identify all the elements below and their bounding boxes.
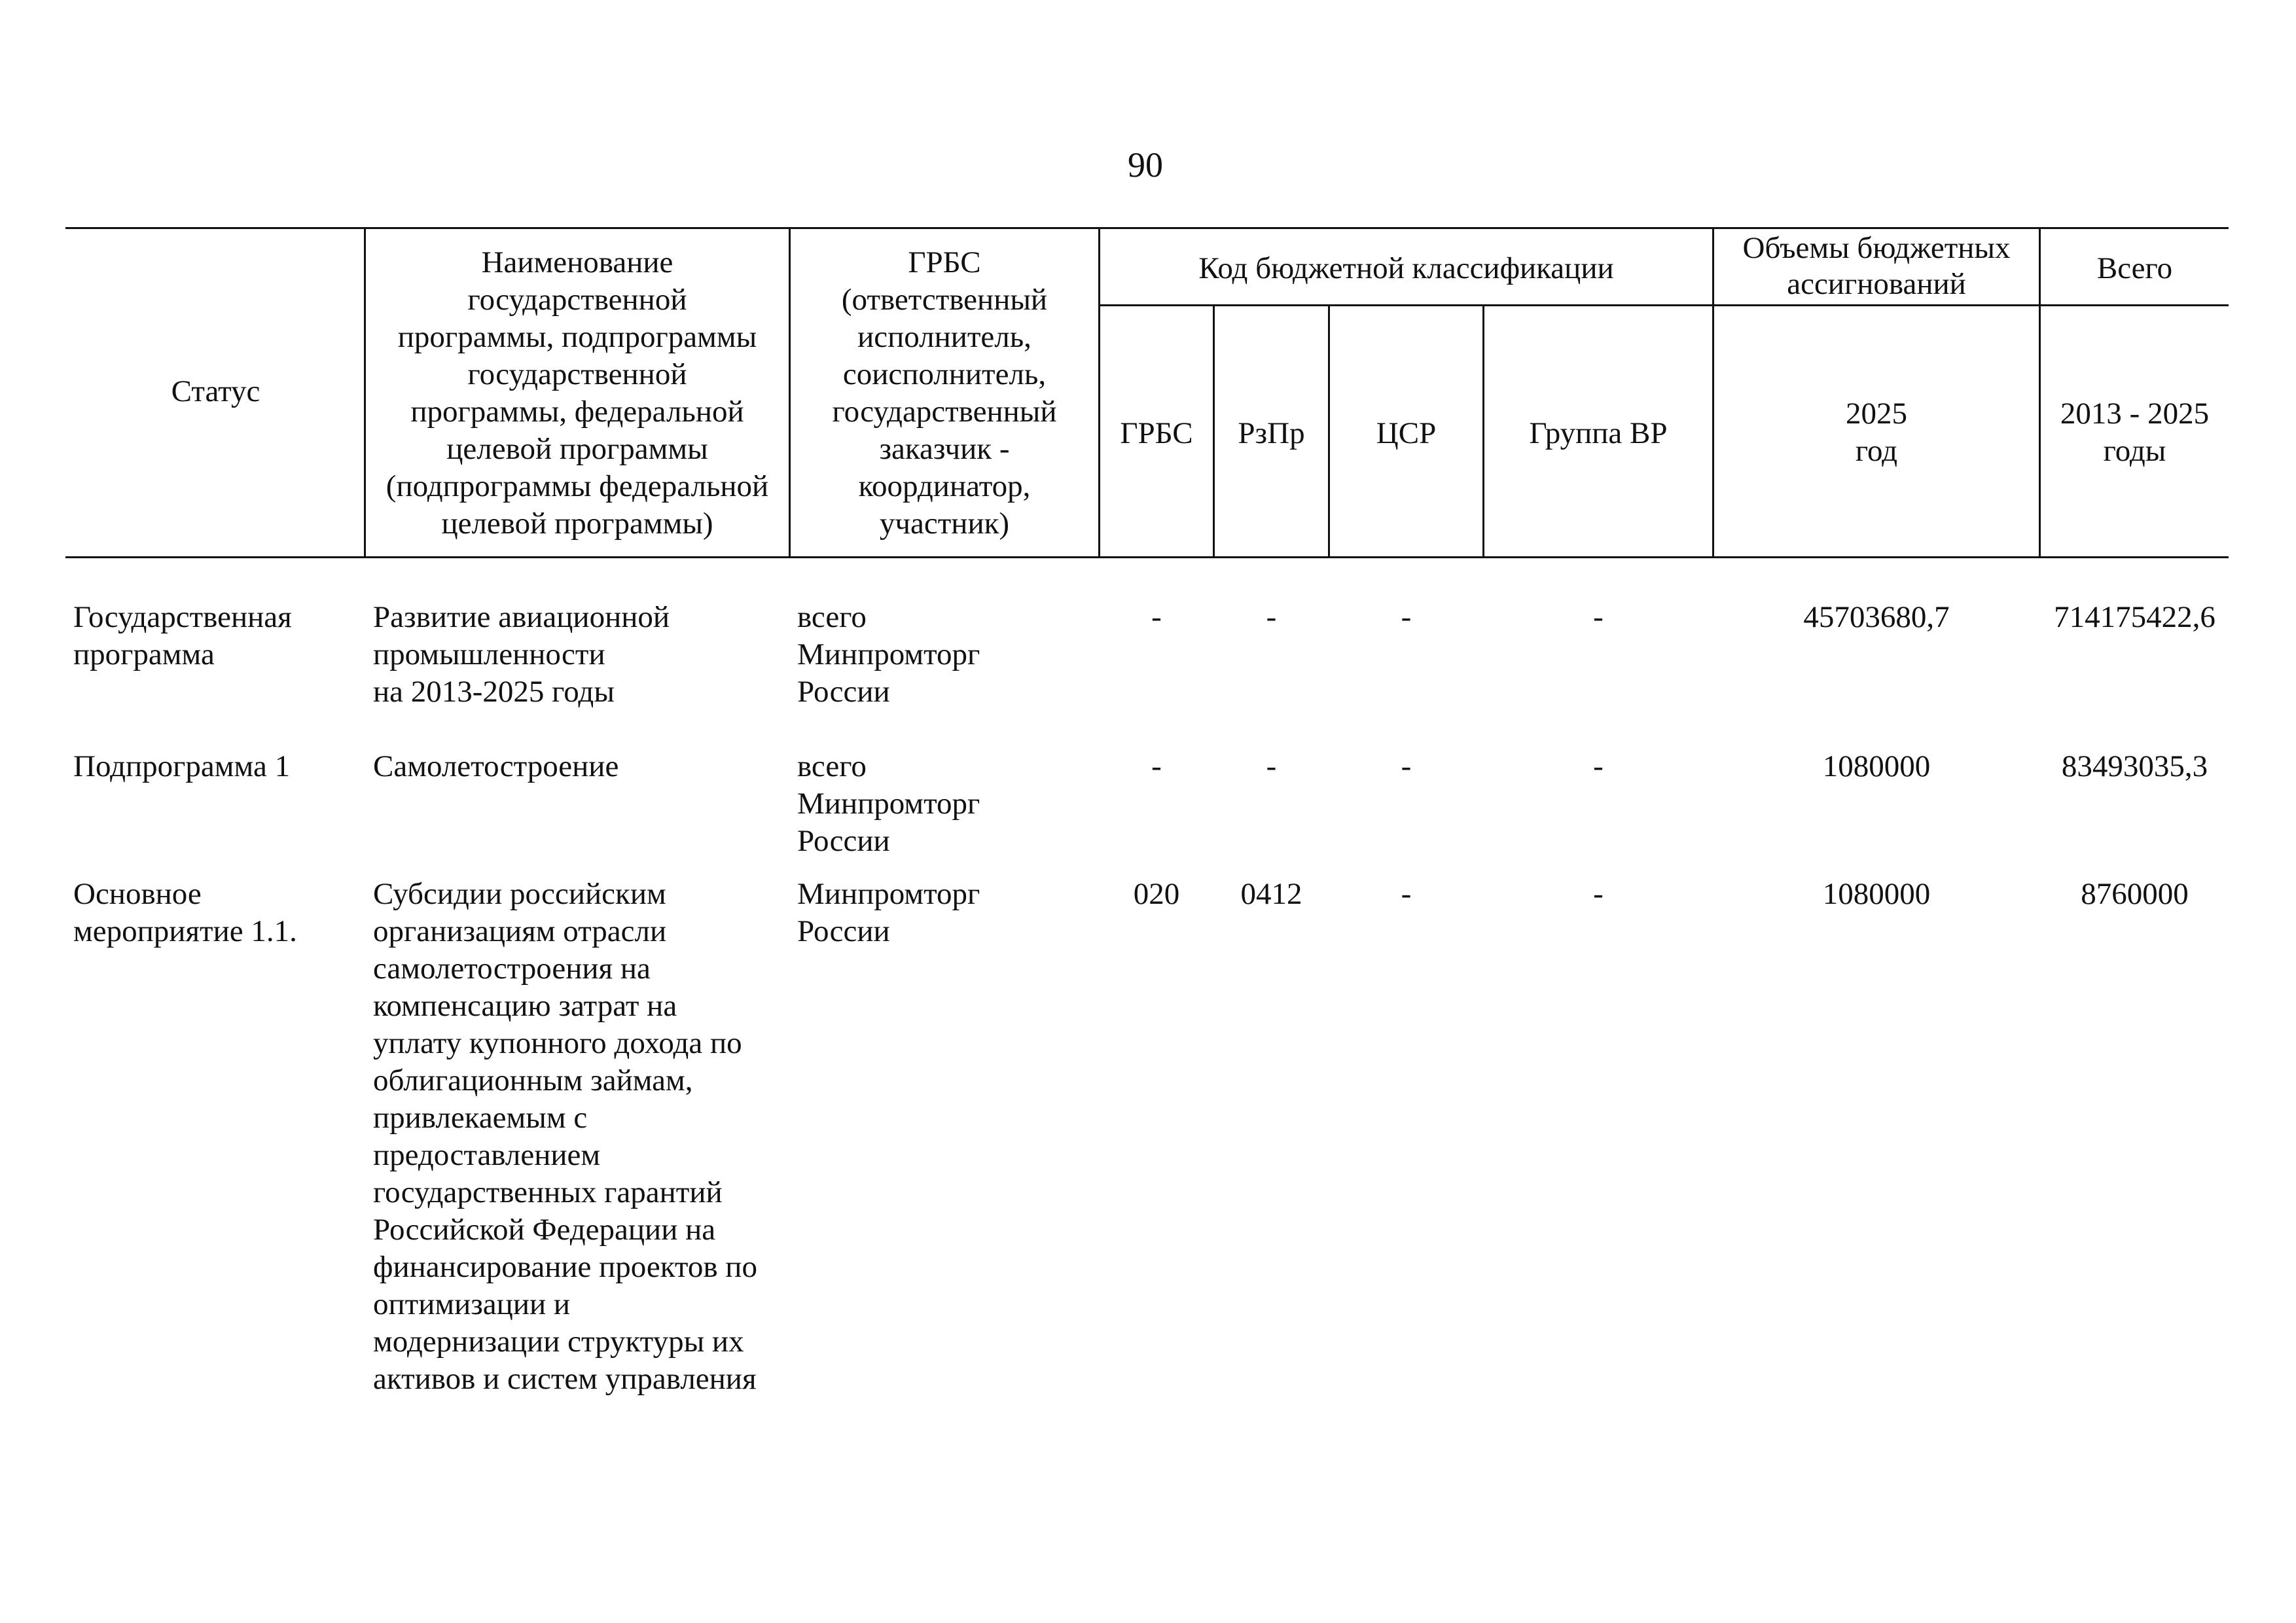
row-status: Подпрограмма 1 (73, 749, 291, 783)
row-vr-group: - (1593, 600, 1604, 634)
row-total: 8760000 (2081, 877, 2189, 911)
header-bottom-border (65, 556, 2229, 558)
row-rzpr: - (1266, 749, 1277, 783)
row-year-2025: 1080000 (1822, 749, 1931, 783)
row-status: Государственная программа (73, 600, 292, 671)
row-program-name: Субсидии российским организациям отрасли самолетостроения на компенсацию затрат на уплату купонного дохода по облигационным займам, привлекаемым с предоставлением государственных гарантий Российской Федерации на финансирование проектов по оптимизации и модернизации структуры их активов и систем управления (373, 877, 757, 1396)
header-grbs-role: ГРБС (ответственный исполнитель, соисполнитель, государственный заказчик - координатор, участник) (832, 245, 1057, 541)
row-grbs: - (1151, 749, 1162, 783)
header-grbs: ГРБС (1120, 416, 1193, 450)
header-vr-group: Группа ВР (1529, 416, 1668, 450)
row-csr: - (1401, 877, 1412, 911)
row-vr-group: - (1593, 877, 1604, 911)
header-status: Статус (171, 374, 260, 408)
row-total: 714175422,6 (2054, 600, 2215, 634)
header-year-2025: 2025 год (1846, 397, 1907, 468)
row-grbs: 020 (1133, 877, 1180, 911)
row-year-2025: 1080000 (1822, 877, 1931, 911)
row-rzpr: - (1266, 600, 1277, 634)
header-total: Всего (2096, 251, 2173, 285)
header-csr: ЦСР (1376, 416, 1437, 450)
header-years-total: 2013 - 2025 годы (2060, 397, 2210, 468)
row-program-name: Развитие авиационной промышленности на 2013-2025 годы (373, 600, 670, 709)
page-number: 90 (1128, 145, 1163, 185)
row-csr: - (1401, 600, 1412, 634)
row-status: Основное мероприятие 1.1. (73, 877, 297, 948)
budget-code-subheader-rule (1098, 304, 2229, 306)
header-program-name: Наименование государственной программы, подпрограммы государственной программы, федеральной целевой программы (подпрограммы федеральной целевой программы) (386, 245, 769, 541)
row-csr: - (1401, 749, 1412, 783)
row-total: 83493035,3 (2061, 749, 2208, 783)
row-grbs-role: Минпромторг России (797, 877, 980, 948)
row-program-name: Самолетостроение (373, 749, 619, 783)
row-year-2025: 45703680,7 (1803, 600, 1950, 634)
row-grbs-role: всего Минпромторг России (797, 749, 980, 858)
header-budget-code: Код бюджетной классификации (1198, 251, 1614, 285)
header-rzpr: РзПр (1238, 416, 1305, 450)
table-top-border (65, 227, 2229, 229)
row-grbs: - (1151, 600, 1162, 634)
header-volumes: Объемы бюджетных ассигнований (1742, 231, 2011, 301)
row-rzpr: 0412 (1240, 877, 1302, 911)
row-vr-group: - (1593, 749, 1604, 783)
row-grbs-role: всего Минпромторг России (797, 600, 980, 709)
